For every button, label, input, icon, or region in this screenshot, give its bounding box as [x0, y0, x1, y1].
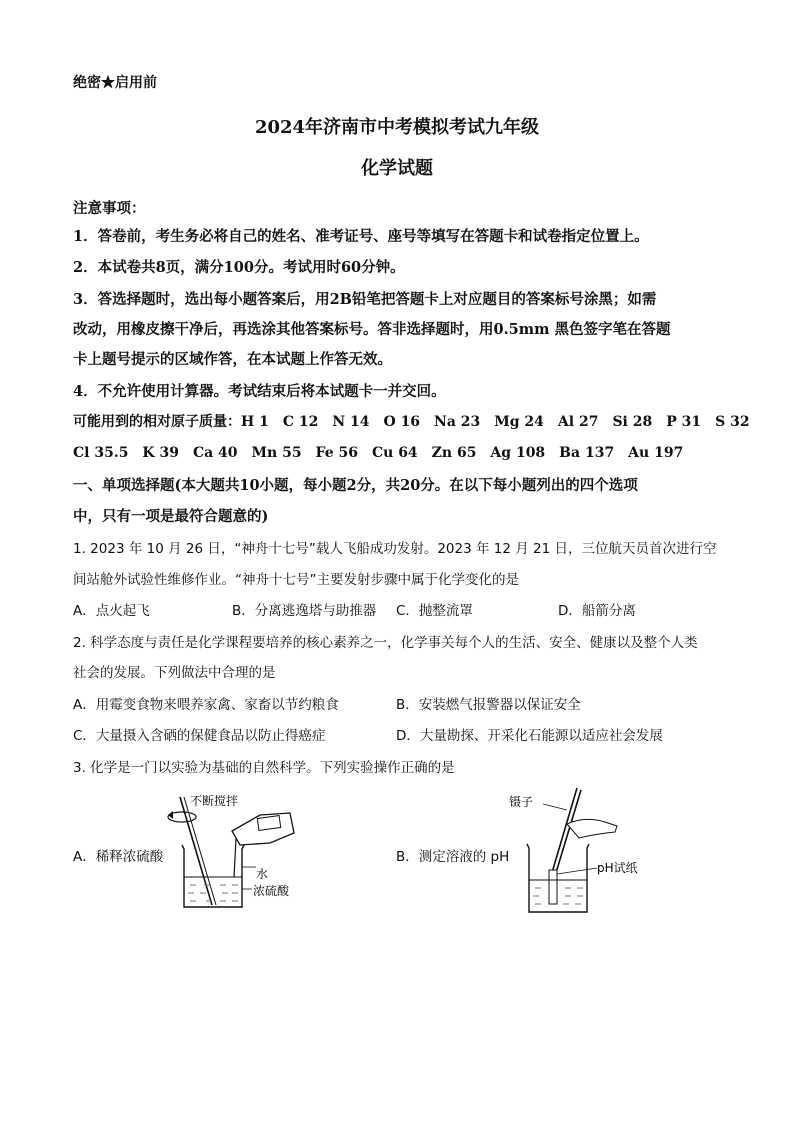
- question-3-option-b: B．测定溶液的 pH: [396, 849, 510, 865]
- question-3-option-a: A．稀释浓硫酸: [73, 849, 164, 865]
- notice-item-3-cont: 改动，用橡皮擦干净后，再选涂其他答案标号。答非选择题时，用0.5mm 黑色签字笔在答题: [73, 321, 671, 338]
- liquid-dashes: [188, 885, 238, 901]
- pouring-stream: [234, 839, 236, 877]
- exam-subtitle: 化学试题: [361, 158, 433, 179]
- notice-item-4: 4．不允许使用计算器。考试结束后将本试题卡一并交回。: [73, 383, 446, 400]
- tweezers-arm-1: [551, 788, 577, 876]
- exam-title: 2024年济南市中考模拟考试九年级: [254, 117, 540, 138]
- notice-item-3: 3．答选择题时，选出每小题答案后，用2B铅笔把答题卡上对应题目的答案标号涂黑；如需: [73, 291, 657, 308]
- notice-item-2: 2．本试卷共8页，满分100分。考试用时60分钟。: [73, 259, 405, 276]
- figure-dilute-acid: [160, 785, 310, 915]
- question-1-option-b: B．分离逃逸塔与助推器: [232, 603, 377, 619]
- question-1-stem-cont: 间站舱外试验性维修作业。“神舟十七号”主要发射步骤中属于化学变化的是: [73, 572, 519, 588]
- section-heading-cont: 中，只有一项是最符合题意的): [73, 508, 269, 525]
- glass-rod: [180, 797, 212, 905]
- question-1-option-c: C．抛整流罩: [396, 603, 473, 619]
- notice-heading: 注意事项：: [73, 200, 146, 217]
- label-tweezers: 镊子: [509, 795, 534, 809]
- question-2-option-a: A．用霉变食物来喂养家禽、家畜以节约粮食: [73, 697, 339, 713]
- question-2-option-b: B．安装燃气报警器以保证安全: [396, 697, 581, 713]
- question-1-stem: 1. 2023 年 10 月 26 日，“神舟十七号”载人飞船成功发射。2023 年 12 月 21 日，三位航天员首次进行空: [73, 541, 717, 557]
- label-ph-paper: pH试纸: [597, 861, 638, 875]
- question-2-option-d: D．大量勘探、开采化石能源以适应社会发展: [396, 728, 663, 744]
- liquid-dashes: [533, 888, 583, 904]
- section-heading: 一、单项选择题(本大题共10小题，每小题2分，共20分。在以下每小题列出的四个选项: [73, 477, 638, 494]
- question-1-option-d: D．船箭分离: [558, 603, 636, 619]
- label-water: 水: [256, 867, 269, 881]
- question-2-stem-cont: 社会的发展。下列做法中合理的是: [73, 665, 276, 681]
- question-2-stem: 2. 科学态度与责任是化学课程要培养的核心素养之一，化学事关每个人的生活、安全、健康以及整个人类: [73, 635, 698, 651]
- atomic-masses-line-2: Cl 35.5 K 39 Ca 40 Mn 55 Fe 56 Cu 64 Zn 65 Ag 108 Ba 137 Au 197: [73, 445, 684, 461]
- question-1-option-a: A．点火起飞: [73, 603, 150, 619]
- ph-paper: [549, 870, 557, 904]
- confidential-mark: 绝密★启用前: [73, 75, 157, 91]
- hand: [567, 819, 617, 838]
- notice-item-3-cont2: 卡上题号提示的区域作答，在本试题上作答无效。: [73, 351, 392, 368]
- glass-rod-edge: [184, 797, 216, 905]
- label-stir: 不断搅拌: [190, 794, 239, 808]
- question-2-option-c: C．大量摄入含硒的保健食品以防止得癌症: [73, 728, 326, 744]
- notice-item-1: 1．答卷前，考生务必将自己的姓名、准考证号、座号等填写在答题卡和试卷指定位置上。: [73, 228, 649, 245]
- figure-measure-ph: [505, 782, 655, 918]
- atomic-masses-line-1: 可能用到的相对原子质量：H 1 C 12 N 14 O 16 Na 23 Mg 24 Al 27 Si 28 P 31 S 32: [73, 414, 750, 430]
- question-3-stem: 3. 化学是一门以实验为基础的自然科学。下列实验操作正确的是: [73, 760, 455, 776]
- label-acid: 浓硫酸: [253, 884, 290, 898]
